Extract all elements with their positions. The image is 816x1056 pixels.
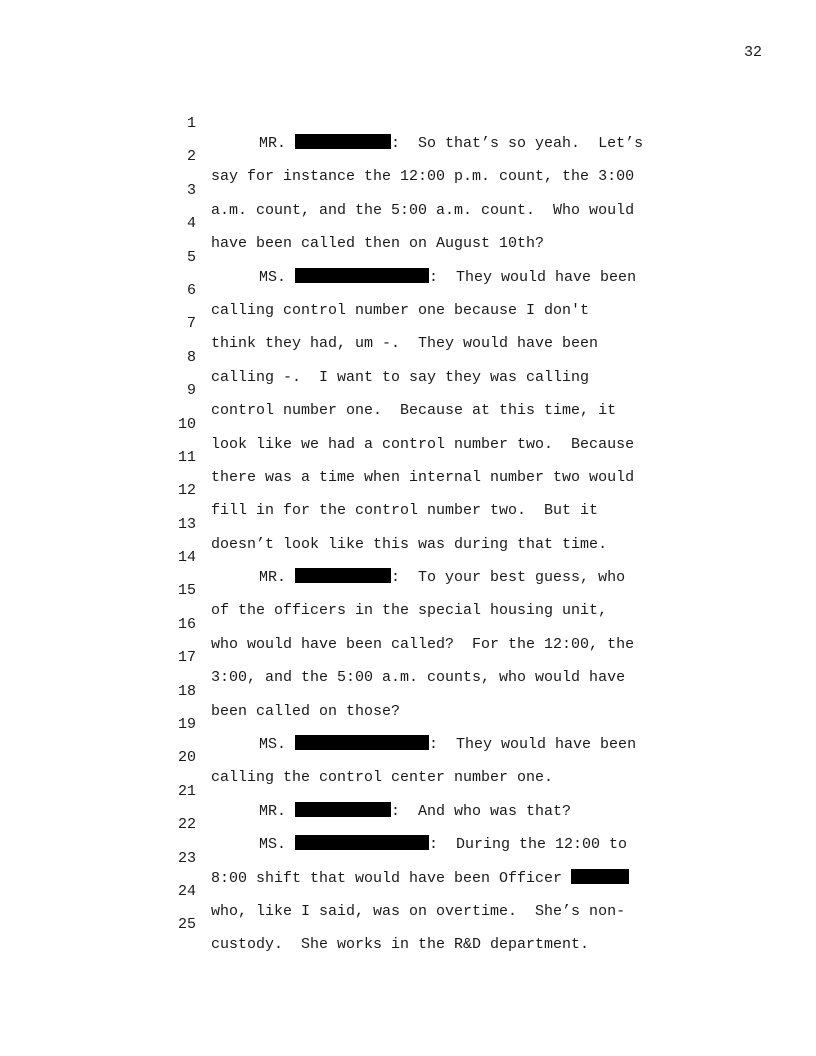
line-number: 17: [177, 649, 196, 667]
line-text: say for instance the 12:00 p.m. count, the 3:00: [211, 168, 635, 186]
line-number: 9: [186, 382, 196, 400]
transcript-line: [170, 528, 690, 587]
line-number: 3: [186, 181, 196, 199]
page-number: 32: [743, 44, 762, 61]
line-text: have been called then on August 10th?: [211, 235, 545, 253]
transcript-line: [170, 595, 690, 653]
transcript-line: [170, 428, 690, 486]
speech-text: : And who was that?: [391, 802, 572, 820]
transcript-line: [170, 395, 690, 453]
line-number: 19: [177, 716, 196, 734]
transcript-line: [170, 328, 690, 386]
line-number: 18: [177, 682, 196, 700]
transcript-line: [170, 728, 690, 787]
line-text: there was a time when internal number two would: [211, 468, 635, 486]
transcript-line: [170, 628, 690, 687]
transcript-line: [170, 161, 690, 219]
line-number: 16: [177, 615, 196, 633]
speech-text: : So that’s so yeah. Let’s: [391, 135, 644, 152]
transcript-line: [170, 261, 690, 319]
line-number: 13: [177, 515, 196, 533]
line-text: been called on those?: [211, 702, 401, 720]
speech-text: : They would have been: [429, 736, 637, 754]
line-number: 8: [186, 348, 196, 366]
line-text: doesn’t look like this was during that time.: [211, 535, 608, 553]
line-number: 1: [186, 115, 196, 132]
transcript-line: [170, 228, 690, 286]
speaker-label: MR.: [259, 135, 287, 152]
transcript-line: [170, 829, 690, 887]
transcript-line: [170, 461, 690, 520]
line-number: 14: [177, 549, 196, 567]
line-number: 10: [177, 415, 196, 433]
transcript-line: [170, 127, 690, 186]
line-text: fill in for the control number two. But it: [211, 502, 599, 520]
speech-text: : They would have been: [429, 268, 637, 286]
transcript-line: [170, 495, 690, 553]
line-number: 4: [186, 215, 196, 233]
line-text: who would have been called? For the 12:00, the: [211, 635, 635, 653]
line-text: think they had, um -. They would have been: [211, 335, 599, 353]
line-text: control number one. Because at this time, it: [211, 402, 617, 420]
line-text: calling control number one because I don't: [211, 301, 590, 319]
line-number: 25: [177, 916, 196, 934]
speech-text: : To your best guess, who: [391, 569, 626, 587]
line-number: 2: [186, 148, 196, 166]
transcript-line: [170, 561, 690, 620]
line-number: 6: [186, 281, 196, 299]
line-text: who, like I said, was on overtime. She’s non-: [211, 902, 626, 920]
transcript-line: [170, 862, 690, 920]
line-number: 24: [177, 882, 196, 900]
line-number: 15: [177, 582, 196, 600]
transcript-line: [170, 895, 690, 954]
line-text: a.m. count, and the 5:00 a.m. count. Who would: [211, 201, 635, 219]
line-number: 22: [177, 816, 196, 834]
line-number: 12: [177, 482, 196, 500]
speaker-label: MS.: [259, 736, 287, 754]
transcript-line: [170, 795, 690, 854]
line-text: 3:00, and the 5:00 a.m. counts, who would have: [211, 669, 626, 687]
transcript-body: [170, 94, 690, 954]
line-text: of the officers in the special housing unit,: [211, 602, 608, 620]
speaker-label: MR.: [259, 802, 287, 820]
line-number: 23: [177, 849, 196, 867]
speaker-label: MS.: [259, 268, 287, 286]
line-number: 11: [177, 448, 196, 466]
line-text: calling the control center number one.: [211, 769, 554, 787]
line-number: 5: [186, 248, 196, 266]
transcript-line: [170, 361, 690, 420]
line-text: calling -. I want to say they was calling: [211, 368, 590, 386]
line-text: custody. She works in the R&D department.: [211, 936, 590, 954]
transcript-line: [170, 662, 690, 720]
speaker-label: MR.: [259, 569, 287, 587]
transcript-line: [170, 94, 690, 152]
transcript-line: [170, 695, 690, 754]
transcript-line: [170, 294, 690, 353]
line-number: 21: [177, 782, 196, 800]
line-number: 7: [186, 315, 196, 333]
transcript-line: [170, 762, 690, 820]
speech-text: : During the 12:00 to: [429, 836, 628, 854]
transcript-line: [170, 194, 690, 253]
line-text: look like we had a control number two. Because: [211, 435, 635, 453]
speech-text: 8:00 shift that would have been Officer: [211, 869, 572, 887]
speaker-label: MS.: [259, 836, 287, 854]
line-number: 20: [177, 749, 196, 767]
